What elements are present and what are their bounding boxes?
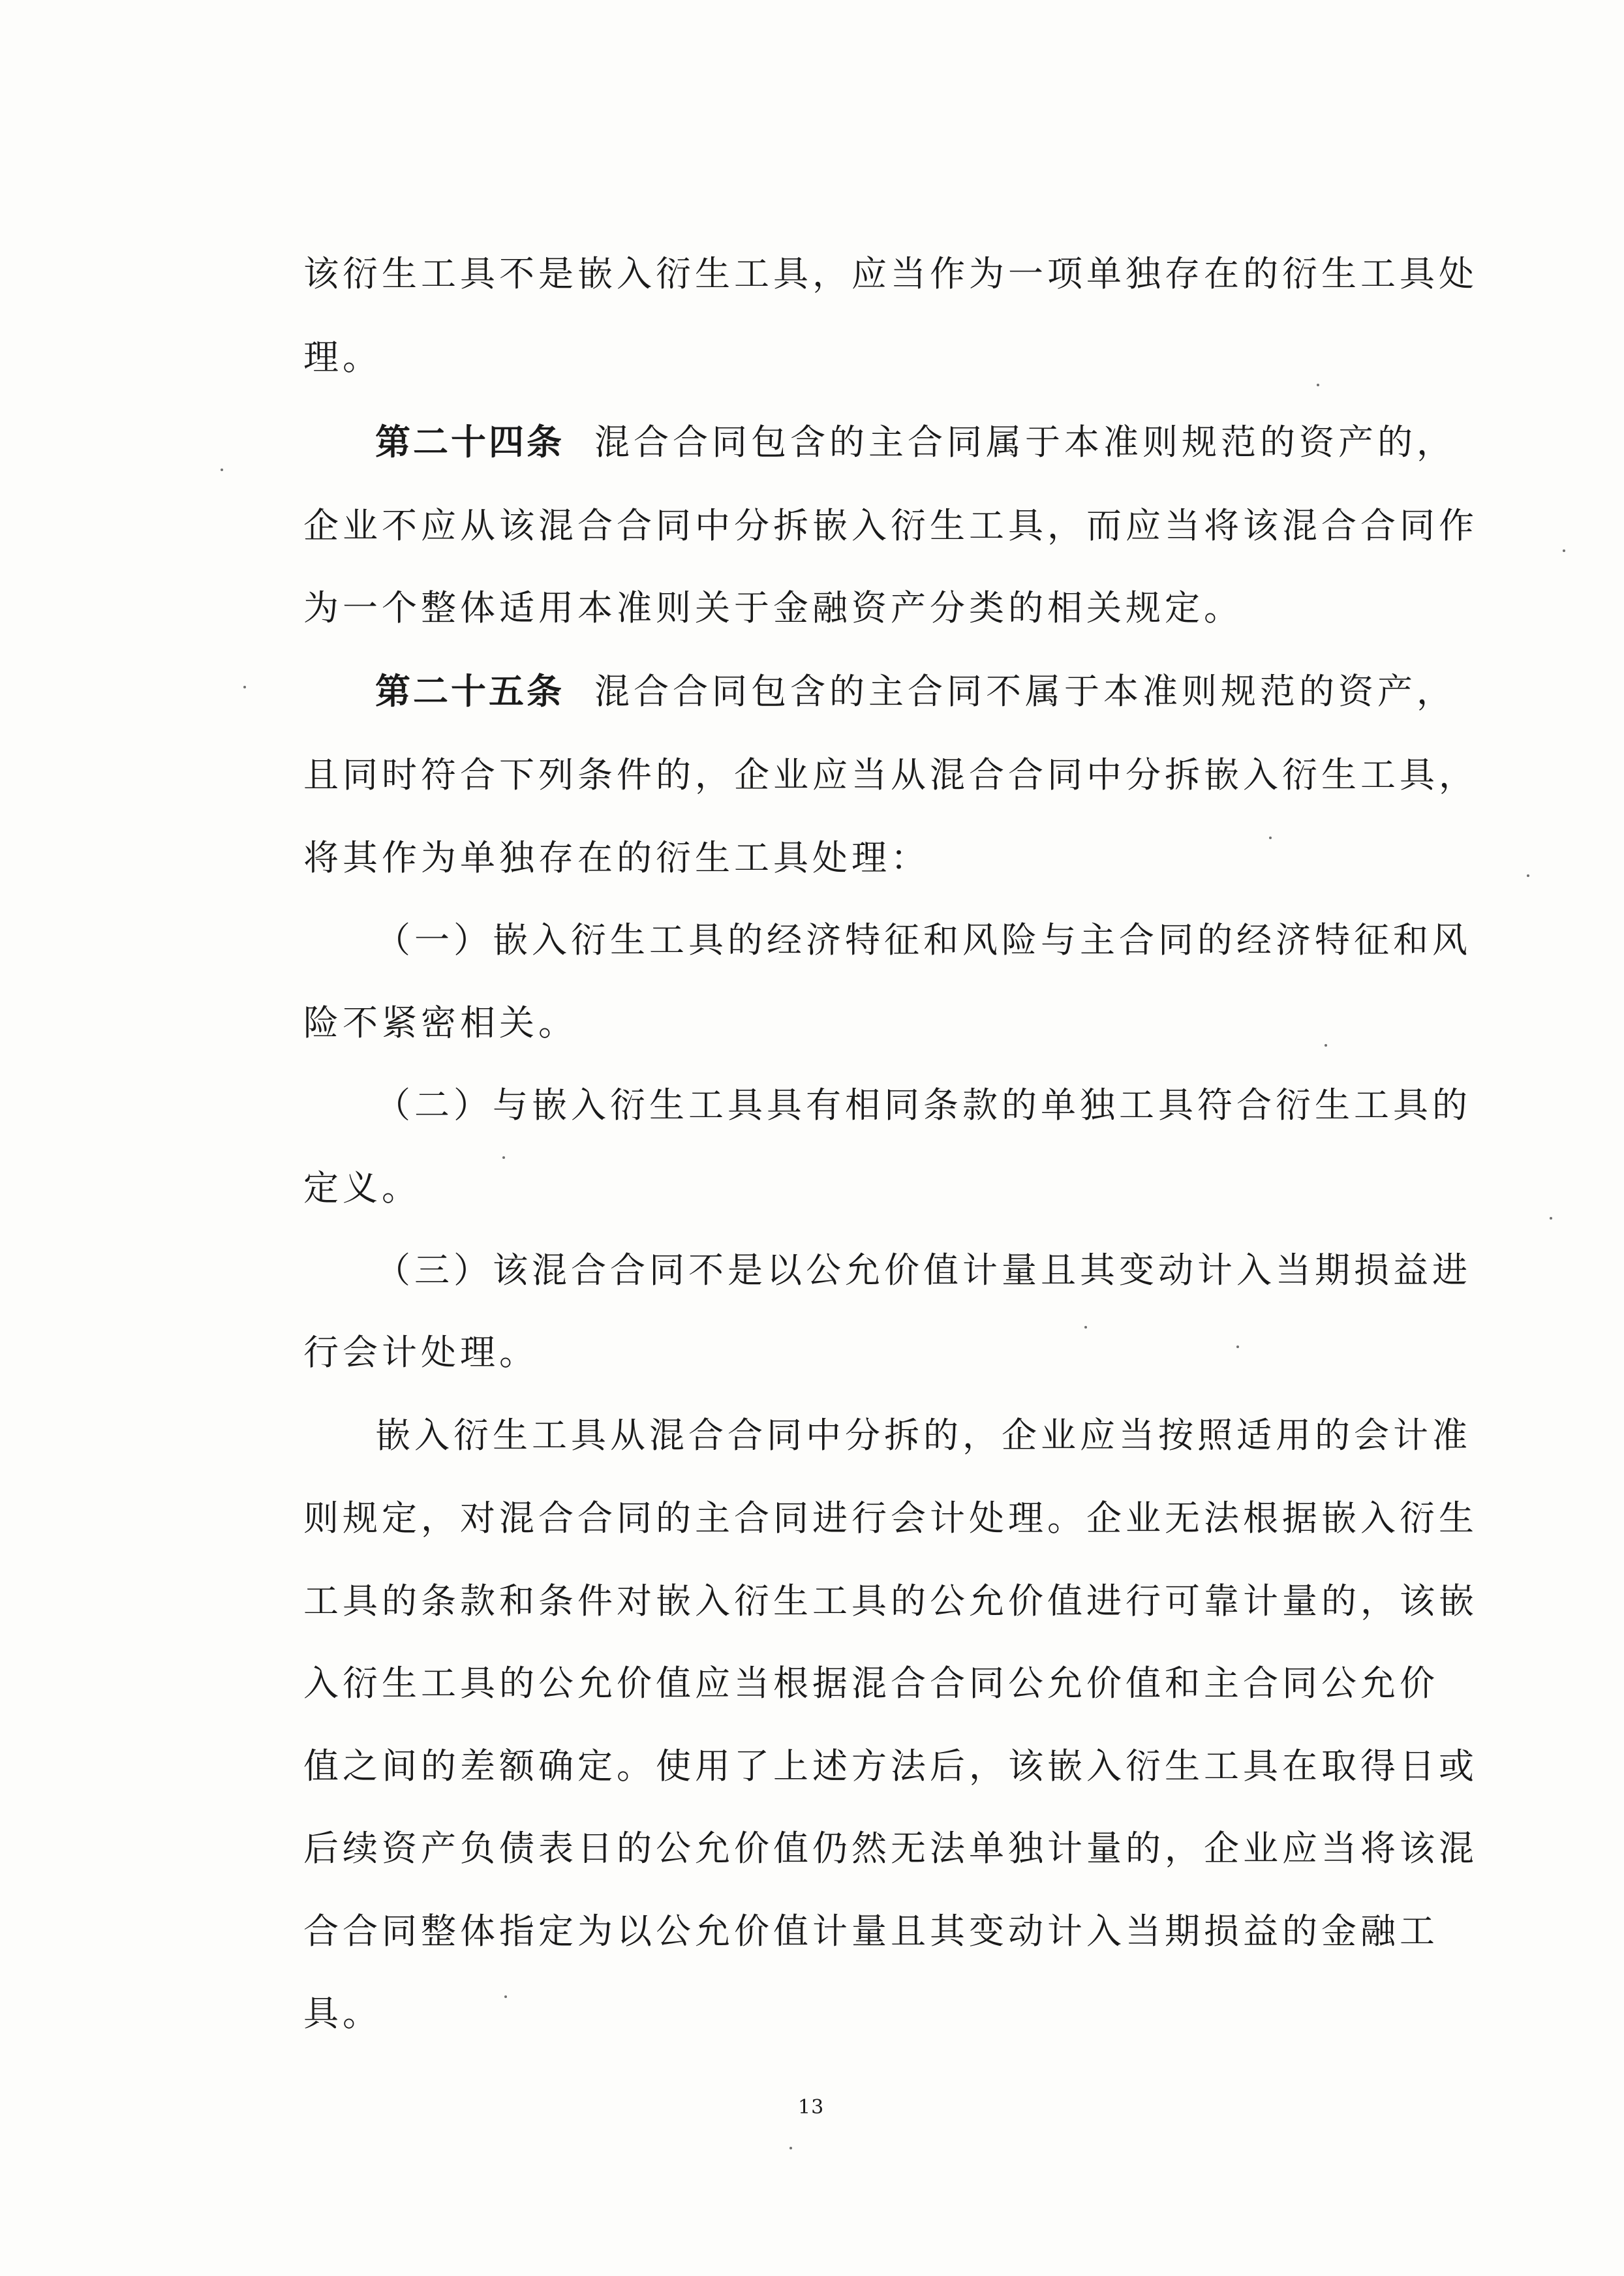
text-line [303, 1747, 1478, 1786]
scan-speck [1563, 549, 1565, 552]
line-text: 工具的条款和条件对嵌入衍生工具的公允价值进行可靠计量的，该嵌 [303, 1580, 1478, 1622]
article-label: 第二十五条 [375, 671, 564, 712]
text-line [303, 338, 382, 377]
line-text: 合合同整体指定为以公允价值计量且其变动计入当期损益的金融工 [303, 1911, 1439, 1952]
text-line [303, 1582, 1478, 1621]
scan-speck [1527, 874, 1529, 877]
scan-speck [504, 1995, 507, 1998]
text-line [303, 1994, 382, 2033]
line-text: 险不紧密相关。 [303, 1002, 577, 1043]
text-line [375, 1086, 1471, 1125]
scan-speck [1269, 837, 1272, 839]
line-text: 嵌入衍生工具从混合合同中分拆的，企业应当按照适用的会计准 [375, 1415, 1471, 1456]
text-line [303, 254, 1478, 294]
text-line [303, 1829, 1478, 1868]
line-text: 具。 [303, 1993, 382, 2034]
text-line [303, 1499, 1478, 1538]
text-line [375, 672, 1456, 711]
line-text: 为一个整体适用本准则关于金融资产分类的相关规定。 [303, 587, 1243, 628]
scan-speck [243, 686, 246, 688]
line-text: （一）嵌入衍生工具的经济特征和风险与主合同的经济特征和风 [375, 919, 1471, 961]
line-text: 后续资产负债表日的公允价值仍然无法单独计量的，企业应当将该混 [303, 1828, 1478, 1869]
line-text: 入衍生工具的公允价值应当根据混合合同公允价值和主合同公允价 [303, 1663, 1439, 1704]
text-line [303, 1004, 577, 1043]
text-line [303, 1169, 421, 1208]
line-text: 行会计处理。 [303, 1332, 538, 1373]
line-text: 值之间的差额确定。使用了上述方法后，该嵌入衍生工具在取得日或 [303, 1745, 1478, 1787]
text-line [375, 921, 1471, 960]
line-text: 则规定，对混合合同的主合同进行会计处理。企业无法根据嵌入衍生 [303, 1498, 1478, 1539]
scan-speck [789, 2147, 792, 2149]
text-line [375, 423, 1456, 462]
text-line [303, 1912, 1439, 1951]
article-label: 第二十四条 [375, 422, 564, 463]
line-text: 将其作为单独存在的衍生工具处理： [303, 837, 930, 878]
scan-speck [1317, 384, 1319, 386]
text-line [375, 1251, 1471, 1290]
line-text: （二）与嵌入衍生工具具有相同条款的单独工具符合衍生工具的 [375, 1084, 1471, 1126]
page-number: 13 [798, 2096, 825, 2119]
line-text: （三）该混合合同不是以公允价值计量且其变动计入当期损益进 [375, 1250, 1471, 1291]
scan-speck [221, 469, 223, 471]
scan-speck [1084, 1326, 1087, 1329]
text-line [303, 756, 1478, 795]
line-text: 企业不应从该混合合同中分拆嵌入衍生工具，而应当将该混合合同作 [303, 505, 1478, 546]
line-text: 且同时符合下列条件的，企业应当从混合合同中分拆嵌入衍生工具， [303, 754, 1478, 795]
scan-speck [1550, 1217, 1552, 1220]
scan-speck [1325, 1044, 1327, 1047]
scan-speck [1236, 1346, 1239, 1348]
line-text: 混合合同包含的主合同不属于本准则规范的资产， [594, 671, 1456, 712]
line-text: 该衍生工具不是嵌入衍生工具，应当作为一项单独存在的衍生工具处 [303, 253, 1478, 294]
scan-speck [502, 1156, 505, 1159]
text-line [303, 589, 1243, 628]
line-text: 定义。 [303, 1167, 421, 1208]
line-text: 混合合同包含的主合同属于本准则规范的资产的， [594, 422, 1456, 463]
text-line [303, 838, 930, 878]
text-line [303, 506, 1478, 546]
line-text: 理。 [303, 337, 382, 378]
text-line [303, 1664, 1439, 1703]
text-line [375, 1416, 1471, 1455]
text-line [303, 1333, 538, 1372]
